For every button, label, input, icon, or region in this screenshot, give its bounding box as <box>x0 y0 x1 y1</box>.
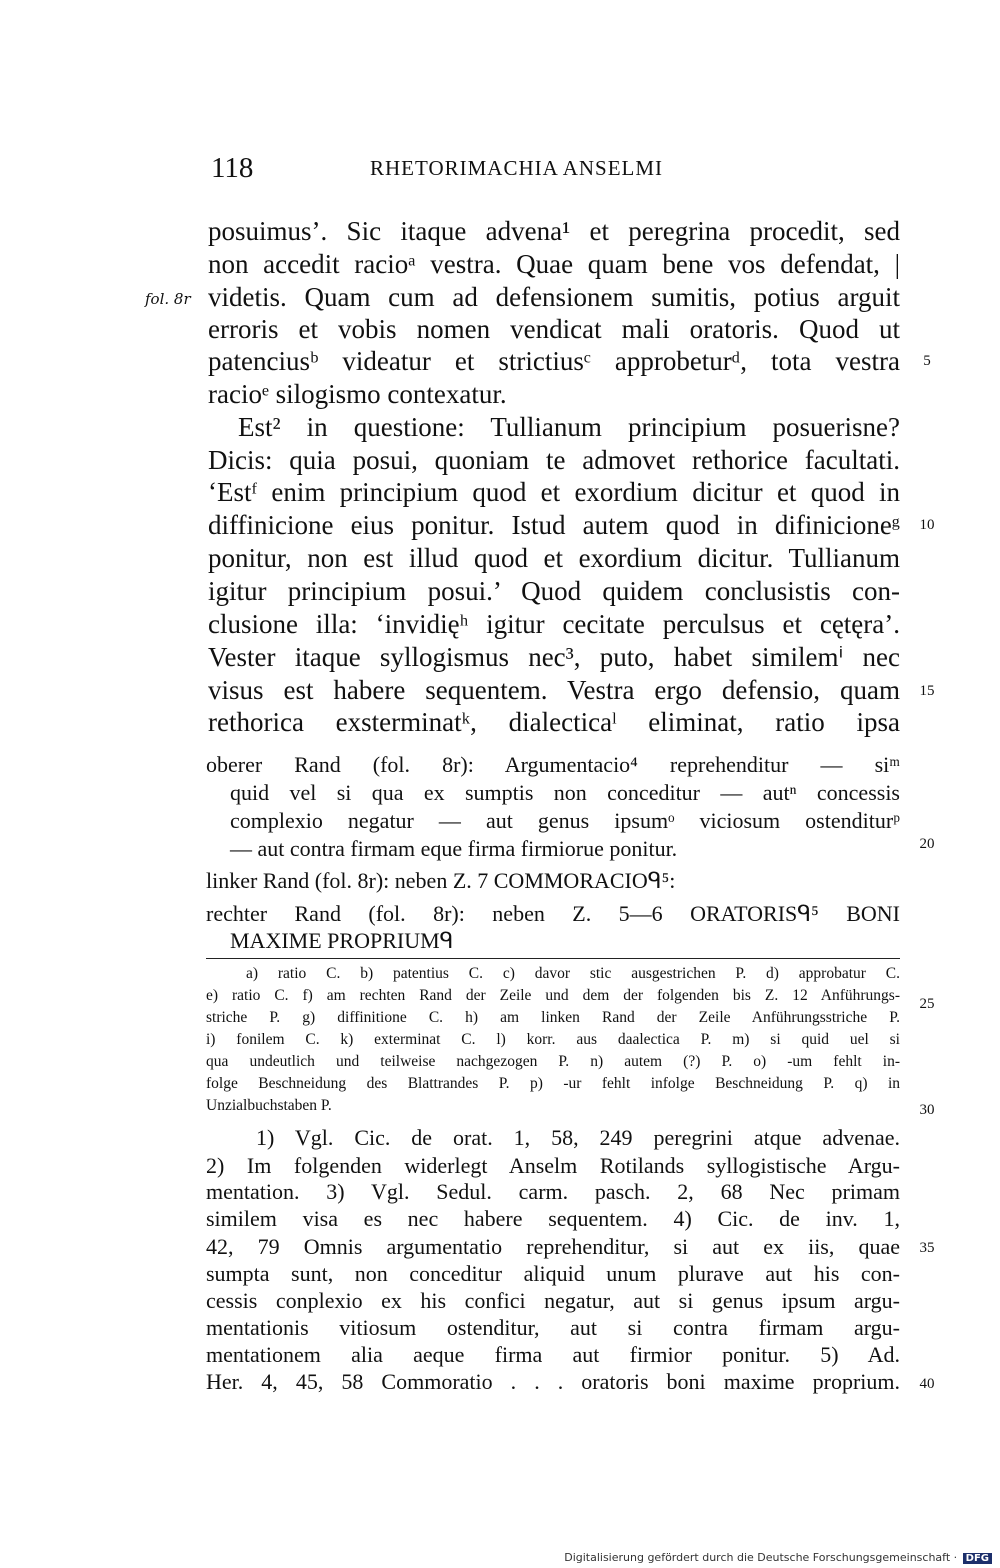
text-line: ‘Estᶠ enim principium quod et exordium dicitur et quod in <box>208 477 900 507</box>
text-line: racioᵉ silogismo contexatur. <box>208 379 507 409</box>
line-number: 25 <box>919 996 935 1012</box>
footnote-line: mentationis vitiosum ostenditur, aut si contra firmam argu- <box>206 1315 900 1340</box>
footnote-line: mentation. 3) Vgl. Sedul. carm. pasch. 2, 68 Nec primam <box>206 1179 900 1204</box>
text-line: non accedit racioᵃ vestra. Quae quam bene vos defendat, | <box>208 249 900 279</box>
footnote-line: 2) Im folgenden widerlegt Anselm Rotilands syllogistische Argu- <box>206 1153 900 1178</box>
margin-folio-mark: fol. 8r <box>145 290 191 308</box>
line-number: 20 <box>919 836 935 852</box>
note-line: quid vel si qua ex sumptis non conceditur — autⁿ concessis <box>230 780 900 805</box>
apparatus-line: e) ratio C. f) am rechten Rand der Zeile und dem der folgenden bis Z. 12 Anführungs- <box>206 987 900 1004</box>
text-line: Dicis: quia posui, quoniam te admovet rethorice facultati. <box>208 445 900 475</box>
line-number: 5 <box>923 353 931 369</box>
text-line: videtis. Quam cum ad defensionem sumitis, potius arguit <box>208 282 900 312</box>
footnote-line: sumpta sunt, non conceditur aliquid unum plurave aut his con- <box>206 1261 900 1286</box>
apparatus-line: qua undeutlich und teilweise nachgezogen P. n) autem (?) P. o) -um fehlt in- <box>206 1053 900 1070</box>
apparatus-line: i) fonilem C. k) exterminat C. l) korr. aus daalectica P. m) si quid uel si <box>206 1031 900 1048</box>
footnote-line: Her. 4, 45, 58 Commoratio . . . oratoris boni maxime proprium. <box>206 1369 900 1394</box>
text-line: rethorica exsterminatᵏ, dialecticaˡ eliminat, ratio ipsa <box>208 707 900 737</box>
text-line: diffinicione eius ponitur. Istud autem quod in difinicioneᵍ <box>208 510 900 540</box>
line-number: 40 <box>919 1376 935 1392</box>
line-number: 35 <box>919 1240 935 1256</box>
line-number: 15 <box>919 683 935 699</box>
text-line: erroris et vobis nomen vendicat mali oratoris. Quod ut <box>208 314 900 344</box>
separator-rule <box>206 958 900 959</box>
digitization-credit: Digitalisierung gefördert durch die Deutsche Forschungsgemeinschaft · DFG <box>564 1551 992 1564</box>
text-line: igitur principium posui.’ Quod quidem conclusistis con- <box>208 576 900 606</box>
footnote-line: 42, 79 Omnis argumentatio reprehenditur, si aut ex iis, quae <box>206 1234 900 1259</box>
note-line: — aut contra firmam eque firma firmiorue ponitur. <box>230 836 678 861</box>
apparatus-line: striche P. g) diffinitione C. h) am linken Rand der Zeile Anführungsstriche P. <box>206 1009 900 1026</box>
line-number: 10 <box>919 517 935 533</box>
note-line: oberer Rand (fol. 8r): Argumentacio⁴ reprehenditur — siᵐ <box>206 752 900 777</box>
running-title: RHETORIMACHIA ANSELMI <box>370 156 664 180</box>
note-line: linker Rand (fol. 8r): neben Z. 7 COMMORACIOᑫ⁵: <box>206 868 676 893</box>
text-line: patenciusᵇ videatur et strictiusᶜ approbeturᵈ, tota vestra <box>208 346 900 376</box>
apparatus-line: Unzialbuchstaben P. <box>206 1097 332 1114</box>
page-number: 118 <box>211 152 254 184</box>
text-line: clusione illa: ‘invidięʰ igitur cecitate perculsus et cętęra’. <box>208 609 900 639</box>
apparatus-line: folge Beschneidung des Blattrandes P. p) -ur fehlt infolge Beschneidung P. q) in <box>206 1075 900 1092</box>
text-line: posuimus’. Sic itaque advena¹ et peregrina procedit, sed <box>208 216 900 246</box>
note-line: complexio negatur — aut genus ipsumᵒ viciosum ostenditurᵖ <box>230 808 900 833</box>
footnote-line: 1) Vgl. Cic. de orat. 1, 58, 249 peregrini atque advenae. <box>256 1125 900 1150</box>
footnote-line: mentationem alia aeque firma aut firmior ponitur. 5) Ad. <box>206 1342 900 1367</box>
text-line: visus est habere sequentem. Vestra ergo defensio, quam <box>208 675 900 705</box>
note-line: MAXIME PROPRIUMᑫ <box>230 928 454 953</box>
line-number: 30 <box>919 1102 935 1118</box>
text-line: Vester itaque syllogismus nec³, puto, habet similemⁱ nec <box>208 642 900 672</box>
dfg-logo: DFG <box>963 1553 992 1564</box>
credit-text: Digitalisierung gefördert durch die Deutsche Forschungsgemeinschaft <box>564 1551 951 1564</box>
footnote-line: similem visa es nec habere sequentem. 4) Cic. de inv. 1, <box>206 1206 900 1231</box>
apparatus-line: a) ratio C. b) patentius C. c) davor stic ausgestrichen P. d) approbatur C. <box>246 965 900 982</box>
note-line: rechter Rand (fol. 8r): neben Z. 5—6 ORATORISᑫ⁵ BONI <box>206 901 900 926</box>
text-line: ponitur, non est illud quod et exordium dicitur. Tullianum <box>208 543 900 573</box>
text-line: Est² in questione: Tullianum principium posuerisne? <box>238 412 900 442</box>
footnote-line: cessis conplexio ex his confici negatur, aut si genus ipsum argu- <box>206 1288 900 1313</box>
